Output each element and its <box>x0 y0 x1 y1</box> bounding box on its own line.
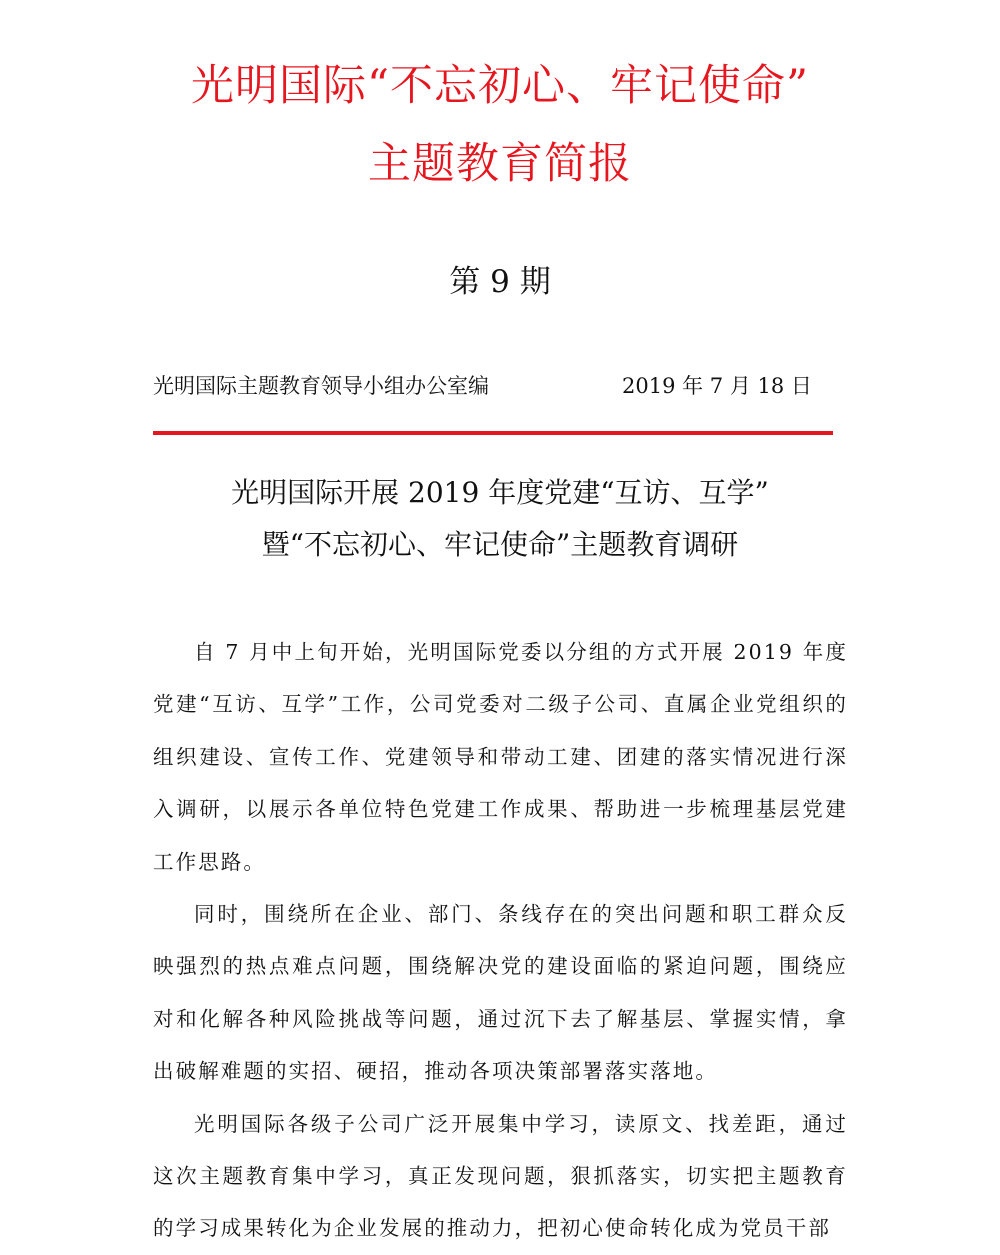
bulletin-title-line-1: 光明国际“不忘初心、牢记使命” <box>191 61 809 111</box>
red-divider <box>153 431 833 435</box>
article-title-line-1: 光明国际开展 2019 年度党建“互访、互学” <box>231 476 769 509</box>
article-title-line-2: 暨“不忘初心、牢记使命”主题教育调研 <box>261 528 739 561</box>
article-body <box>153 626 848 1255</box>
bulletin-title-line-2: 主题教育简报 <box>368 139 632 189</box>
paragraph-1: 自 7 月中上旬开始，光明国际党委以分组的方式开展 2019 年度党建“互访、互学”工作，公司党委对二级子公司、直属企业党组织的组织建设、宣传工作、党建领导和带动工建、团建的落实情况进行深入调研，以展示各单位特色党建工作成果、帮助进一步梳理基层党建工作思路。 <box>153 640 848 874</box>
paragraph-2: 同时，围绕所在企业、部门、条线存在的突出问题和职工群众反映强烈的热点难点问题，围绕解决党的建设面临的紧迫问题，围绕应对和化解各种风险挑战等问题，通过沉下去了解基层、掌握实情，拿出破解难题的实招、硬招，推动各项决策部署落实落地。 <box>153 902 848 1084</box>
publish-date: 2019 年 7 月 18 日 <box>622 374 812 398</box>
paragraph-3: 光明国际各级子公司广泛开展集中学习，读原文、找差距，通过这次主题教育集中学习，真正发现问题，狠抓落实，切实把主题教育的学习成果转化为企业发展的推动力，把初心使命转化成为党员干部 <box>153 1111 848 1241</box>
editor-office: 光明国际主题教育领导小组办公室编 <box>153 374 489 398</box>
issue-number: 第 9 期 <box>449 264 551 300</box>
